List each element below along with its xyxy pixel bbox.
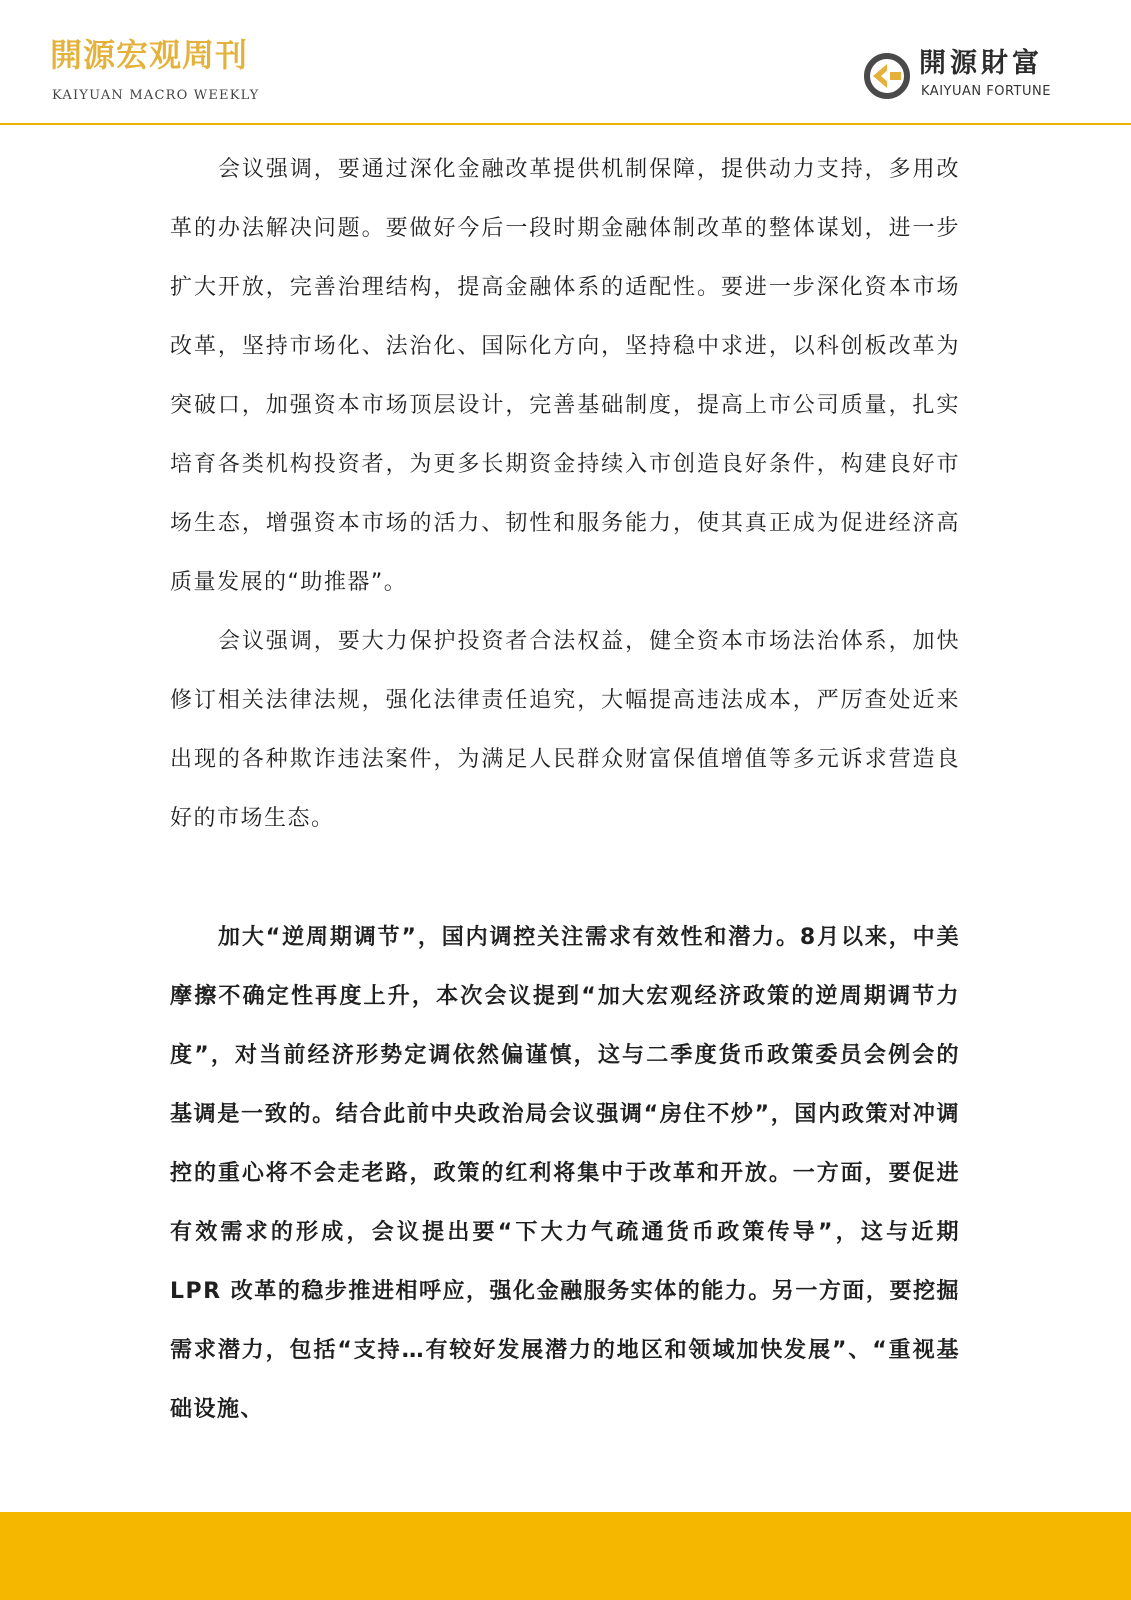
paragraph-financial-reform: 会议强调，要通过深化金融改革提供机制保障，提供动力支持，多用改革的办法解决问题。要做好今后一段时期金融体制改革的整体谋划，进一步扩大开放，完善治理结构，提高金融体系的适配性。要进一步深化资本市场改革，坚持市场化、法治化、国际化方向，坚持稳中求进，以科创板改革为突破口，加强资本市场顶层设计，完善基础制度，提高上市公司质量，扎实培育各类机构投资者，为更多长期资金持续入市创造良好条件，构建良好市场生态，增强资本市场的活力、韧性和服务能力，使其真正成为促进经济高质量发展的“助推器”。 [170, 157, 960, 595]
paragraph-countercyclical: 加大“逆周期调节”，国内调控关注需求有效性和潜力。8月以来，中美摩擦不确定性再度上升，本次会议提到“加大宏观经济政策的逆周期调节力度”，对当前经济形势定调依然偏谨慎，这与二季度货币政策委员会例会的基调是一致的。结合此前中央政治局会议强调“房住不炒”，国内政策对冲调控的重心将不会走老路，政策的红利将集中于改革和开放。一方面，要促进有效需求的形成，会议提出要“下大力气疏通货币政策传导”，这与近期 LPR 改革的稳步推进相呼应，强化金融服务实体的能力。另一方面，要挖掘需求潜力，包括“支持…有较好发展潜力的地区和领域加快发展”、“重视基础设施、 [170, 925, 960, 1422]
page-header [0, 0, 1131, 124]
publication-subtitle: KAIYUAN MACRO WEEKLY [52, 88, 260, 103]
header-divider [0, 123, 1131, 125]
article-body [170, 140, 960, 1439]
logo-text-en: KAIYUAN FORTUNE [921, 84, 1051, 99]
paragraph-investor-protection: 会议强调，要大力保护投资者合法权益，健全资本市场法治体系，加快修订相关法律法规，强化法律责任追究，大幅提高违法成本，严厉查处近来出现的各种欺诈违法案件，为满足人民群众财富保值增值等多元诉求营造良好的市场生态。 [170, 629, 960, 831]
kaiyuan-logo-icon [863, 52, 911, 100]
footer-bar [0, 1512, 1131, 1600]
publication-title: 開源宏观周刊 [50, 36, 249, 74]
company-logo [863, 48, 1083, 104]
logo-text-cn: 開源財富 [919, 48, 1043, 79]
section-gap [170, 848, 960, 908]
